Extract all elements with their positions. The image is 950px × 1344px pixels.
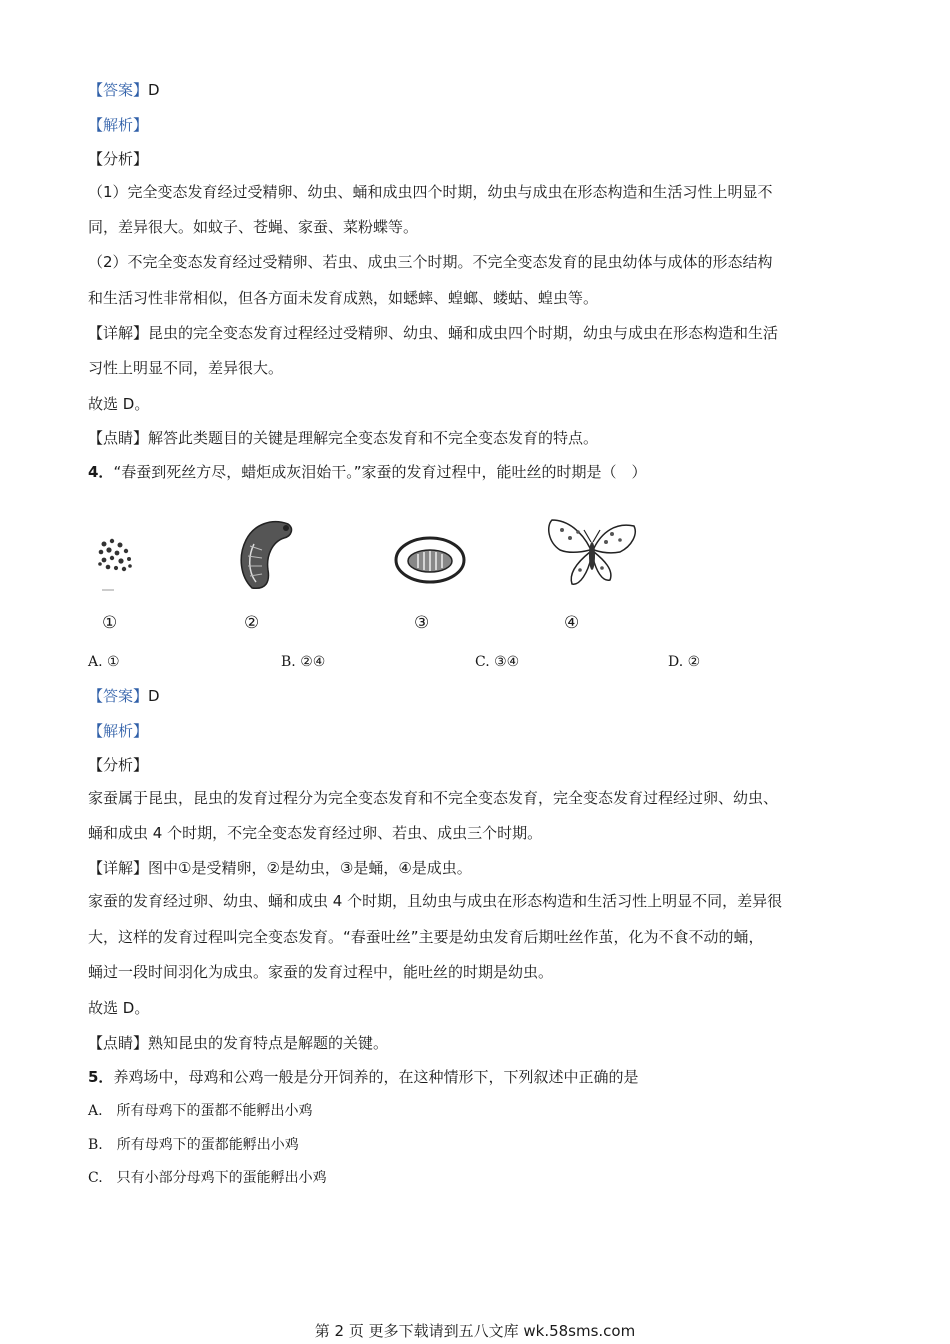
question-number: 4． [88,463,114,481]
paragraph-line: 大，这样的发育过程叫完全变态发育。“春蚕吐丝”主要是幼虫发育后期吐丝作茧，化为不食不动的蛹， [88,928,764,946]
option-a: A. 所有母鸡下的蛋都不能孵出小鸡 [88,1103,313,1119]
paragraph-line: （2）不完全变态发育经过受精卵、若虫、成虫三个时期。不完全变态发育的昆虫幼体与成体的形态结构 [88,253,773,271]
paragraph-line: 家蚕的发育经过卵、幼虫、蛹和成虫 4 个时期，且幼虫与成虫在形态构造和生活习性上明显不同，差异很 [88,892,783,910]
choose-line: 故选 D。 [88,395,150,413]
moth-illustration [542,512,642,592]
option-b: B. ②④ [281,654,326,670]
option-c: C. ③④ [475,654,520,670]
detail-tag: 【详解】 [88,324,149,342]
figure-label: ② [244,613,260,633]
pupa-illustration [392,532,472,588]
paragraph-line: 和生活习性非常相似，但各方面未发育成熟，如蟋蟀、蝗螂、蝼蛄、蝗虫等。 [88,289,599,307]
tip-line [88,1033,388,1053]
analysis-tag: 【解析】 [88,722,149,740]
figure-label: ③ [414,613,430,633]
tip-text: 熟知昆虫的发育特点是解题的关键。 [148,1034,389,1052]
tip-tag: 【点睛】 [88,429,149,447]
detail-line [88,323,778,343]
figure-label: ④ [564,613,580,633]
detail-line [88,858,472,878]
question-4 [88,462,646,482]
detail-tag: 【详解】 [88,859,149,877]
question-number: 5． [88,1068,114,1086]
analysis-tag: 【解析】 [88,116,149,134]
answer-value: D [148,687,160,705]
page-footer: 第 2 页 更多下载请到五八文库 wk.58sms.com [314,1322,636,1340]
option-d: D. ② [668,654,701,670]
paragraph-line: 蛹和成虫 4 个时期，不完全变态发育经过卵、若虫、成虫三个时期。 [88,824,543,842]
answer-value: D [148,81,160,99]
question-text: “春蚕到死丝方尽，蜡炬成灰泪始干。”家蚕的发育过程中，能吐丝的时期是（ ） [113,463,647,481]
option-b: B. 所有母鸡下的蛋都能孵出小鸡 [88,1137,299,1153]
detail-text: 昆虫的完全变态发育过程经过受精卵、幼虫、蛹和成虫四个时期，幼虫与成虫在形态构造和生活 [148,324,779,342]
question-text: 养鸡场中，母鸡和公鸡一般是分开饲养的，在这种情形下，下列叙述中正确的是 [113,1068,639,1086]
paragraph-line: 蛹过一段时间羽化为成虫。家蚕的发育过程中，能吐丝的时期是幼虫。 [88,963,554,981]
tip-line [88,428,598,448]
choose-line: 故选 D。 [88,999,150,1017]
fenxi-tag: 【分析】 [88,150,149,168]
tip-text: 解答此类题目的关键是理解完全变态发育和不完全变态发育的特点。 [148,429,599,447]
fenxi-tag: 【分析】 [88,756,149,774]
paragraph-line: （1）完全变态发育经过受精卵、幼虫、蛹和成虫四个时期，幼虫与成虫在形态构造和生活习性上明显不 [88,183,773,201]
option-a: A. ① [88,654,120,670]
tip-tag: 【点睛】 [88,1034,149,1052]
question-5 [88,1067,638,1087]
option-c: C. 只有小部分母鸡下的蛋能孵出小鸡 [88,1170,327,1186]
larva-illustration [232,516,302,596]
figure-label: ① [102,613,118,633]
answer-tag: 【答案】 [88,687,149,705]
paragraph-line: 家蚕属于昆虫，昆虫的发育过程分为完全变态发育和不完全变态发育，完全变态发育过程经过卵、幼虫、 [88,789,779,807]
paragraph-line: 同，差异很大。如蚊子、苍蝇、家蚕、菜粉蝶等。 [88,218,419,236]
answer-tag: 【答案】 [88,81,149,99]
egg-illustration [92,532,142,592]
paragraph-line: 习性上明显不同，差异很大。 [88,359,284,377]
answer-line [88,686,160,706]
answer-line [88,80,160,100]
detail-text: 图中①是受精卵，②是幼虫，③是蛹，④是成虫。 [148,859,472,877]
